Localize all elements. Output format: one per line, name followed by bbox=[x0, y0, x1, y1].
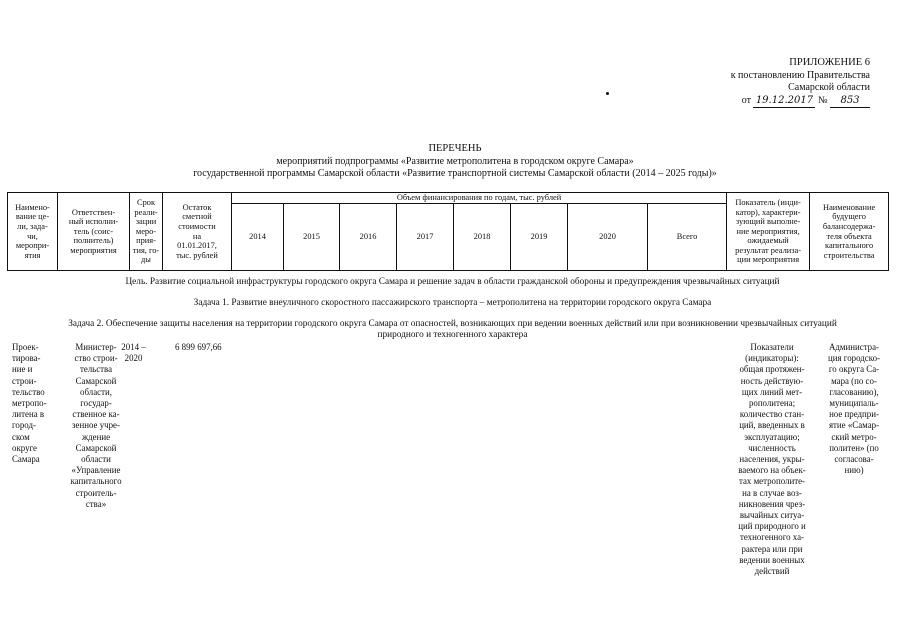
row-indicator-line: техногенного ха- bbox=[739, 532, 804, 543]
row-indicator-line: населения, укры- bbox=[739, 454, 805, 465]
row-balance-holder-line: политен» (по bbox=[829, 442, 879, 453]
header-balance-line: 01.01.2017, bbox=[177, 241, 217, 251]
row-indicator bbox=[727, 342, 817, 577]
row-indicator-line: (индикаторы): bbox=[745, 353, 799, 364]
row-executor-line: «Управление bbox=[71, 465, 121, 476]
header-period-line: меро- bbox=[135, 226, 157, 236]
row-indicator-line: никновения чрез- bbox=[738, 498, 806, 509]
handwritten-date: 19.12.2017 bbox=[753, 95, 815, 109]
row-balance-holder-line: ятие «Самар- bbox=[828, 420, 880, 431]
row-indicator-line: ций, введенных в bbox=[739, 420, 805, 431]
date-prefix: от bbox=[741, 94, 751, 106]
row-executor bbox=[58, 342, 134, 510]
header-year-2017: 2017 bbox=[397, 204, 454, 271]
goal-line: Цель. Развитие социальной инфраструктуры городского округа Самара и решение задач в области гражданской обороны и предупреждения чрезвычайных ситуаций bbox=[125, 277, 780, 287]
header-year-2020: 2020 bbox=[568, 204, 648, 271]
row-indicator-line: общая протяжен- bbox=[739, 364, 805, 375]
header-balance-holder-line: капитального bbox=[825, 241, 874, 251]
row-balance: 6 899 697,66 bbox=[175, 342, 222, 352]
document-title-block bbox=[60, 143, 850, 181]
row-period bbox=[117, 342, 150, 364]
header-activity-name-line: вание це- bbox=[15, 212, 50, 222]
row-executor-line: государ- bbox=[80, 398, 112, 409]
header-activity-name-line: ятия bbox=[24, 250, 41, 260]
number-prefix: № bbox=[817, 94, 828, 106]
header-balance-holder bbox=[810, 193, 889, 271]
appendix-title: ПРИЛОЖЕНИЕ 6 bbox=[789, 57, 870, 68]
row-executor-line: капитального bbox=[70, 476, 122, 487]
row-executor-line: ждение bbox=[81, 431, 111, 442]
row-activity-line: город- bbox=[12, 420, 36, 431]
header-balance-holder-line: Наименование bbox=[823, 202, 876, 212]
header-balance-line: стоимости bbox=[178, 221, 216, 231]
row-executor-line: области, bbox=[80, 386, 112, 397]
row-balance-holder-line: ция городско- bbox=[828, 353, 880, 364]
header-balance bbox=[163, 193, 232, 271]
header-balance-holder-line: строительства bbox=[823, 250, 875, 260]
header-year-2015: 2015 bbox=[284, 204, 340, 271]
row-activity-line: тельство bbox=[12, 386, 45, 397]
row-indicator-line: рополитена; bbox=[748, 398, 796, 409]
header-period-line: ды bbox=[141, 255, 151, 265]
row-indicator-line: на в случае воз- bbox=[742, 487, 802, 498]
row-activity-line: тирова- bbox=[12, 353, 41, 364]
row-indicator-line: эксплуатацию; bbox=[744, 431, 800, 442]
row-period-line: 2014 – bbox=[121, 342, 146, 352]
row-indicator-line: тах метрополите- bbox=[738, 476, 806, 487]
header-balance-holder-line: будущего bbox=[832, 212, 866, 222]
row-indicator-line: действий bbox=[754, 566, 790, 577]
header-period-line: Срок bbox=[136, 197, 156, 207]
row-period-line: 2020 bbox=[124, 353, 143, 364]
row-activity bbox=[12, 342, 60, 465]
row-indicator-line: ваемого на объек- bbox=[738, 465, 806, 476]
row-balance-holder-line: ное предпри- bbox=[829, 409, 879, 420]
task2-line1: Задача 2. Обеспечение защиты населения на территории городского округа Самара от опасностей, возникающих при ведении военных действий или при возникновении чрезвычайных ситуаций bbox=[68, 319, 837, 329]
header-activity-name bbox=[8, 193, 58, 271]
row-activity-line: Проек- bbox=[12, 342, 39, 352]
header-executor-line: полнитель) bbox=[73, 236, 114, 246]
header-indicator-line: ожидаемый bbox=[747, 236, 789, 246]
row-balance-holder-line: го округа Са- bbox=[828, 364, 880, 375]
header-funding-title: Объем финансирования по годам, тыс. рублей bbox=[232, 193, 727, 204]
header-indicator-line: результат реализа- bbox=[735, 245, 802, 255]
header-activity-name-line: чи, bbox=[27, 231, 38, 241]
row-indicator-line: ций природного и bbox=[738, 521, 806, 532]
header-indicator-line: Показатель (инди- bbox=[735, 197, 801, 207]
row-activity-line: ском bbox=[12, 431, 30, 442]
header-balance-holder-line: теля объекта bbox=[826, 231, 872, 241]
header-year-2019: 2019 bbox=[511, 204, 568, 271]
header-executor-line: Ответствен- bbox=[71, 207, 116, 217]
header-executor-line: ный исполни- bbox=[68, 217, 119, 227]
row-executor-line: области bbox=[81, 454, 111, 465]
handwritten-number: 853 bbox=[830, 95, 870, 109]
row-balance-holder-line: согласова- bbox=[834, 454, 874, 465]
row-balance-holder-line: нию) bbox=[844, 465, 864, 476]
row-activity-line: округе bbox=[12, 442, 37, 453]
header-balance-line: сметной bbox=[182, 212, 212, 222]
header-activity-name-line: меропри- bbox=[15, 241, 50, 251]
header-balance-line: тыс. рублей bbox=[176, 250, 218, 260]
row-executor-line: ственное ка- bbox=[72, 409, 120, 420]
row-indicator-line: Показатели bbox=[750, 342, 794, 352]
header-balance-line: на bbox=[192, 231, 202, 241]
row-balance-holder-line: мара (по со- bbox=[831, 375, 877, 386]
appendix-line2: к постановлению Правительства bbox=[730, 69, 870, 81]
document-title-line2: государственной программы Самарской области «Развитие транспортной системы Самарской области (2014 – 2025 годы)» bbox=[193, 168, 717, 179]
row-executor-line: тельства bbox=[79, 364, 113, 375]
header-balance-holder-line: балансодержа- bbox=[822, 221, 876, 231]
header-indicator-line: зующий выполне- bbox=[735, 217, 801, 227]
row-executor-line: Самарской bbox=[75, 375, 117, 386]
appendix-block bbox=[640, 57, 870, 108]
row-indicator-line: рактера или при bbox=[741, 543, 803, 554]
row-balance-holder-line: муниципаль- bbox=[829, 398, 879, 409]
row-balance-holder-line: ский метро- bbox=[831, 431, 877, 442]
header-year-2018: 2018 bbox=[454, 204, 511, 271]
header-indicator-line: ции мероприятия bbox=[737, 255, 800, 265]
row-activity-line: метропо- bbox=[12, 398, 47, 409]
row-executor-line: Министер- bbox=[75, 342, 117, 352]
row-balance-holder bbox=[816, 342, 892, 476]
row-executor-line: строитель- bbox=[75, 487, 117, 498]
header-indicator bbox=[727, 193, 810, 271]
appendix-line3: Самарской области bbox=[788, 82, 870, 93]
row-indicator-line: щих линий мет- bbox=[741, 386, 803, 397]
table-header bbox=[7, 192, 889, 271]
row-balance-holder-line: Администра- bbox=[828, 342, 880, 352]
header-indicator-line: ние мероприятия, bbox=[736, 226, 800, 236]
row-activity-line: строи- bbox=[12, 375, 37, 386]
header-activity-name-line: Наимено- bbox=[15, 202, 50, 212]
header-year-2016: 2016 bbox=[340, 204, 397, 271]
row-indicator-line: количество стан- bbox=[739, 409, 805, 420]
row-activity-line: литена в bbox=[12, 409, 45, 420]
header-period-line: прия- bbox=[136, 236, 156, 246]
header-year-2014: 2014 bbox=[232, 204, 284, 271]
row-activity-line: ние и bbox=[12, 364, 33, 375]
document-heading: ПЕРЕЧЕНЬ bbox=[428, 143, 482, 154]
row-executor-line: ства» bbox=[85, 498, 107, 509]
row-executor-line: зенное учре- bbox=[72, 420, 120, 431]
header-period bbox=[130, 193, 163, 271]
header-executor-line: мероприятия bbox=[70, 245, 117, 255]
row-executor-line: ство строи- bbox=[74, 353, 118, 364]
header-period-line: зации bbox=[135, 217, 157, 227]
row-balance-holder-line: гласованию), bbox=[829, 386, 879, 397]
appendix-date-row bbox=[640, 95, 870, 109]
row-executor-line: Самарской bbox=[75, 442, 117, 453]
header-executor bbox=[58, 193, 130, 271]
row-indicator-line: вычайных ситуа- bbox=[739, 510, 805, 521]
header-balance-line: Остаток bbox=[182, 202, 212, 212]
scan-speck bbox=[606, 92, 609, 95]
task1-line: Задача 1. Развитие внеуличного скоростного пассажирского транспорта – метрополитена на территории городского округа Самара bbox=[193, 298, 712, 308]
header-indicator-line: катор), характери- bbox=[735, 207, 801, 217]
task2-line2: природного и техногенного характера bbox=[377, 330, 528, 340]
header-executor-line: тель (соис- bbox=[73, 226, 114, 236]
document-title-line1: мероприятий подпрограммы «Развитие метрополитена в городском округе Самара» bbox=[276, 155, 634, 167]
header-period-line: реали- bbox=[134, 207, 158, 217]
header-total: Всего bbox=[648, 204, 727, 271]
row-activity-line: Самара bbox=[12, 454, 40, 465]
header-period-line: тия, го- bbox=[132, 245, 160, 255]
header-activity-name-line: ли, зада- bbox=[17, 221, 48, 231]
row-indicator-line: ность действую- bbox=[740, 375, 804, 386]
row-indicator-line: численность bbox=[748, 442, 796, 453]
row-indicator-line: ведении военных bbox=[739, 554, 805, 565]
